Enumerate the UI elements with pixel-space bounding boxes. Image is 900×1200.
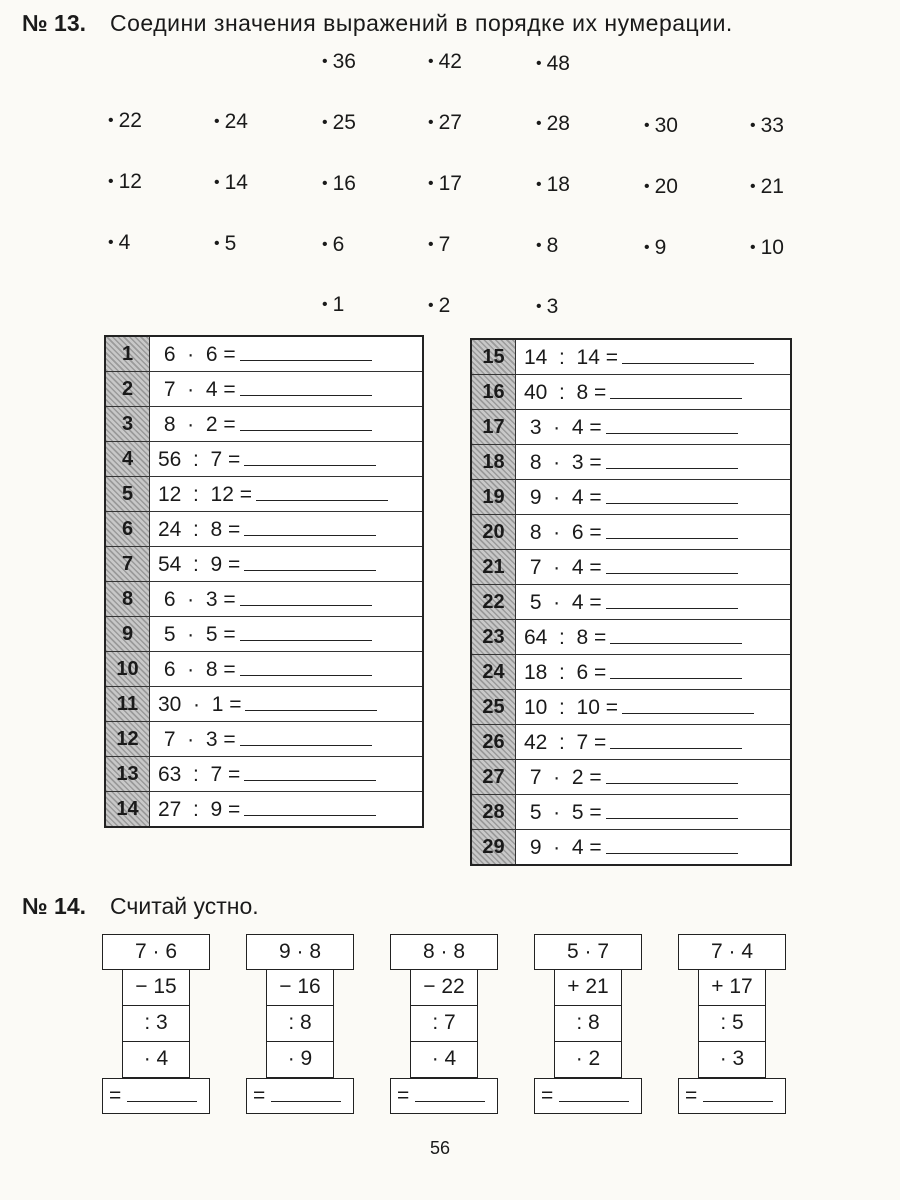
chain-operation: − 22 <box>410 970 478 1006</box>
table-row <box>471 410 791 445</box>
answer-blank[interactable] <box>606 835 738 854</box>
dot-48[interactable]: • 48 <box>536 52 570 75</box>
row-number: 2 <box>105 372 150 407</box>
expression-cell <box>150 792 424 828</box>
table-row <box>471 375 791 410</box>
expression-cell <box>516 760 792 795</box>
expression-text: 56 : 7 = <box>158 447 241 471</box>
answer-blank[interactable] <box>606 485 738 504</box>
chain-operation: · 9 <box>266 1042 334 1078</box>
expression-cell <box>150 477 424 512</box>
task-14-heading <box>22 893 259 920</box>
row-number: 8 <box>105 582 150 617</box>
expression-text: 40 : 8 = <box>524 380 607 404</box>
row-number: 11 <box>105 687 150 722</box>
equals-sign: = <box>541 1084 554 1107</box>
answer-blank[interactable] <box>610 625 742 644</box>
answer-blank[interactable] <box>622 695 754 714</box>
row-number: 14 <box>105 792 150 828</box>
expression-text: 8 · 3 = <box>524 450 602 474</box>
expression-text: 24 : 8 = <box>158 517 241 541</box>
table-row <box>105 792 423 828</box>
row-number: 25 <box>471 690 516 725</box>
answer-blank[interactable] <box>240 377 372 396</box>
chain-start: 9 · 8 <box>246 934 354 970</box>
table-row <box>105 372 423 407</box>
answer-blank[interactable] <box>244 552 376 571</box>
answer-blank[interactable] <box>606 765 738 784</box>
expression-cell <box>516 339 792 375</box>
answer-blank[interactable] <box>244 797 376 816</box>
expression-text: 27 : 9 = <box>158 797 241 821</box>
dot-36[interactable]: • 36 <box>322 50 356 73</box>
row-number: 17 <box>471 410 516 445</box>
chain-operation: + 21 <box>554 970 622 1006</box>
table-row <box>471 445 791 480</box>
expression-text: 54 : 9 = <box>158 552 241 576</box>
table-row <box>471 690 791 725</box>
chain-1 <box>102 934 212 1114</box>
expression-cell <box>150 582 424 617</box>
expression-text: 7 · 2 = <box>524 765 602 789</box>
expression-cell <box>150 757 424 792</box>
chain-operation: + 17 <box>698 970 766 1006</box>
expression-text: 7 · 3 = <box>158 727 236 751</box>
row-number: 1 <box>105 336 150 372</box>
chain-result <box>390 1078 498 1114</box>
answer-blank[interactable] <box>606 590 738 609</box>
table-row <box>105 652 423 687</box>
task-14-instruction: Считай устно. <box>110 893 259 919</box>
answer-blank[interactable] <box>127 1087 197 1102</box>
expression-cell <box>516 620 792 655</box>
chain-operation: : 5 <box>698 1006 766 1042</box>
dot-18[interactable]: • 18 <box>536 173 570 196</box>
dot-6[interactable]: • 6 <box>322 233 345 256</box>
answer-blank[interactable] <box>606 520 738 539</box>
dot-2[interactable]: • 2 <box>428 294 451 317</box>
expression-text: 6 · 3 = <box>158 587 236 611</box>
chain-operation: · 4 <box>122 1042 190 1078</box>
row-number: 23 <box>471 620 516 655</box>
chain-operation: · 3 <box>698 1042 766 1078</box>
table-row <box>105 547 423 582</box>
expression-cell <box>516 550 792 585</box>
table-row <box>471 620 791 655</box>
answer-blank[interactable] <box>240 342 372 361</box>
dot-5[interactable]: • 5 <box>214 232 237 255</box>
chain-result <box>246 1078 354 1114</box>
expression-cell <box>516 690 792 725</box>
expression-cell <box>150 407 424 442</box>
expression-cell <box>150 372 424 407</box>
expression-text: 5 · 5 = <box>524 800 602 824</box>
task-13-instruction: Соедини значения выражений в порядке их нумерации. <box>110 10 733 36</box>
chain-2 <box>246 934 356 1114</box>
row-number: 19 <box>471 480 516 515</box>
expression-text: 64 : 8 = <box>524 625 607 649</box>
answer-blank[interactable] <box>240 587 372 606</box>
expression-text: 12 : 12 = <box>158 482 252 506</box>
row-number: 24 <box>471 655 516 690</box>
row-number: 3 <box>105 407 150 442</box>
table-row <box>105 512 423 547</box>
expression-cell <box>150 722 424 757</box>
answer-blank[interactable] <box>703 1087 773 1102</box>
expression-text: 10 : 10 = <box>524 695 618 719</box>
answer-blank[interactable] <box>610 730 742 749</box>
dot-10[interactable]: • 10 <box>750 236 784 259</box>
answer-blank[interactable] <box>244 447 376 466</box>
expression-text: 6 · 8 = <box>158 657 236 681</box>
answer-blank[interactable] <box>240 727 372 746</box>
table-row <box>471 339 791 375</box>
table-row <box>105 442 423 477</box>
dot-12[interactable]: • 12 <box>108 170 142 193</box>
chain-result <box>534 1078 642 1114</box>
expression-cell <box>150 617 424 652</box>
dot-21[interactable]: • 21 <box>750 175 784 198</box>
table-row <box>105 582 423 617</box>
dot-42[interactable]: • 42 <box>428 50 462 73</box>
answer-blank[interactable] <box>245 692 377 711</box>
row-number: 20 <box>471 515 516 550</box>
chain-start: 5 · 7 <box>534 934 642 970</box>
expression-cell <box>516 830 792 866</box>
expression-text: 3 · 4 = <box>524 415 602 439</box>
row-number: 18 <box>471 445 516 480</box>
dot-9[interactable]: • 9 <box>644 236 667 259</box>
expressions-table-left <box>104 335 424 828</box>
dot-8[interactable]: • 8 <box>536 234 559 257</box>
answer-blank[interactable] <box>622 345 754 364</box>
chain-start: 7 · 4 <box>678 934 786 970</box>
row-number: 26 <box>471 725 516 760</box>
table-row <box>471 515 791 550</box>
dot-33[interactable]: • 33 <box>750 114 784 137</box>
chain-operation: : 8 <box>266 1006 334 1042</box>
expression-text: 42 : 7 = <box>524 730 607 754</box>
expression-cell <box>150 687 424 722</box>
chain-operation: : 7 <box>410 1006 478 1042</box>
equals-sign: = <box>685 1084 698 1107</box>
answer-blank[interactable] <box>606 450 738 469</box>
expression-cell <box>150 336 424 372</box>
expression-text: 8 · 6 = <box>524 520 602 544</box>
row-number: 15 <box>471 339 516 375</box>
chain-4 <box>534 934 644 1114</box>
expression-cell <box>516 480 792 515</box>
dot-27[interactable]: • 27 <box>428 111 462 134</box>
row-number: 29 <box>471 830 516 866</box>
expression-cell <box>516 725 792 760</box>
dot-1[interactable]: • 1 <box>322 293 345 316</box>
answer-blank[interactable] <box>271 1087 341 1102</box>
expression-text: 7 · 4 = <box>158 377 236 401</box>
table-row <box>105 722 423 757</box>
table-row <box>471 760 791 795</box>
answer-blank[interactable] <box>244 517 376 536</box>
row-number: 21 <box>471 550 516 585</box>
expression-cell <box>150 547 424 582</box>
expression-cell <box>516 375 792 410</box>
dot-3[interactable]: • 3 <box>536 295 559 318</box>
dot-28[interactable]: • 28 <box>536 112 570 135</box>
expression-cell <box>516 795 792 830</box>
expression-cell <box>516 445 792 480</box>
equals-sign: = <box>253 1084 266 1107</box>
expressions-table-right <box>470 338 792 866</box>
answer-blank[interactable] <box>256 482 388 501</box>
answer-blank[interactable] <box>244 762 376 781</box>
answer-blank[interactable] <box>240 412 372 431</box>
row-number: 5 <box>105 477 150 512</box>
expression-cell <box>150 442 424 477</box>
expression-text: 18 : 6 = <box>524 660 607 684</box>
chain-result <box>678 1078 786 1114</box>
table-row <box>471 725 791 760</box>
table-row <box>105 336 423 372</box>
chain-result <box>102 1078 210 1114</box>
row-number: 9 <box>105 617 150 652</box>
expression-text: 30 · 1 = <box>158 692 242 716</box>
dot-17[interactable]: • 17 <box>428 172 462 195</box>
row-number: 27 <box>471 760 516 795</box>
page-number: 56 <box>430 1138 451 1158</box>
expression-text: 5 · 4 = <box>524 590 602 614</box>
table-row <box>471 830 791 866</box>
answer-blank[interactable] <box>240 657 372 676</box>
dot-4[interactable]: • 4 <box>108 231 131 254</box>
chain-operation: · 2 <box>554 1042 622 1078</box>
task-13-heading <box>22 10 733 37</box>
row-number: 10 <box>105 652 150 687</box>
table-row <box>105 477 423 512</box>
expression-cell <box>516 410 792 445</box>
answer-blank[interactable] <box>606 800 738 819</box>
dot-7[interactable]: • 7 <box>428 233 451 256</box>
table-row <box>471 550 791 585</box>
expression-text: 9 · 4 = <box>524 485 602 509</box>
expression-text: 14 : 14 = <box>524 345 618 369</box>
answer-blank[interactable] <box>559 1087 629 1102</box>
table-row <box>105 407 423 442</box>
chain-operation: · 4 <box>410 1042 478 1078</box>
dot-24[interactable]: • 24 <box>214 110 248 133</box>
answer-blank[interactable] <box>606 415 738 434</box>
row-number: 4 <box>105 442 150 477</box>
chain-operation: : 8 <box>554 1006 622 1042</box>
task-14-number: № 14. <box>22 893 87 919</box>
row-number: 6 <box>105 512 150 547</box>
expression-text: 9 · 4 = <box>524 835 602 859</box>
chain-3 <box>390 934 500 1114</box>
dot-20[interactable]: • 20 <box>644 175 678 198</box>
expression-text: 63 : 7 = <box>158 762 241 786</box>
dot-16[interactable]: • 16 <box>322 172 356 195</box>
expression-text: 7 · 4 = <box>524 555 602 579</box>
chain-operation: − 16 <box>266 970 334 1006</box>
dot-30[interactable]: • 30 <box>644 114 678 137</box>
row-number: 28 <box>471 795 516 830</box>
table-row <box>105 617 423 652</box>
expression-cell <box>516 585 792 620</box>
answer-blank[interactable] <box>415 1087 485 1102</box>
chain-start: 7 · 6 <box>102 934 210 970</box>
table-row <box>105 687 423 722</box>
table-row <box>105 757 423 792</box>
answer-blank[interactable] <box>610 380 742 399</box>
chain-5 <box>678 934 788 1114</box>
row-number: 16 <box>471 375 516 410</box>
expression-text: 5 · 5 = <box>158 622 236 646</box>
row-number: 7 <box>105 547 150 582</box>
expression-text: 6 · 6 = <box>158 342 236 366</box>
task-13-number: № 13. <box>22 10 87 36</box>
expression-cell <box>516 515 792 550</box>
expression-cell <box>516 655 792 690</box>
answer-blank[interactable] <box>606 555 738 574</box>
answer-blank[interactable] <box>610 660 742 679</box>
equals-sign: = <box>109 1084 122 1107</box>
table-row <box>471 655 791 690</box>
dot-22[interactable]: • 22 <box>108 109 142 132</box>
expression-cell <box>150 652 424 687</box>
dot-14[interactable]: • 14 <box>214 171 248 194</box>
answer-blank[interactable] <box>240 622 372 641</box>
table-row <box>471 795 791 830</box>
dot-25[interactable]: • 25 <box>322 111 356 134</box>
table-row <box>471 480 791 515</box>
row-number: 22 <box>471 585 516 620</box>
expression-cell <box>150 512 424 547</box>
row-number: 13 <box>105 757 150 792</box>
table-row <box>471 585 791 620</box>
chain-operation: − 15 <box>122 970 190 1006</box>
chain-operation: : 3 <box>122 1006 190 1042</box>
expression-text: 8 · 2 = <box>158 412 236 436</box>
equals-sign: = <box>397 1084 410 1107</box>
chain-start: 8 · 8 <box>390 934 498 970</box>
row-number: 12 <box>105 722 150 757</box>
